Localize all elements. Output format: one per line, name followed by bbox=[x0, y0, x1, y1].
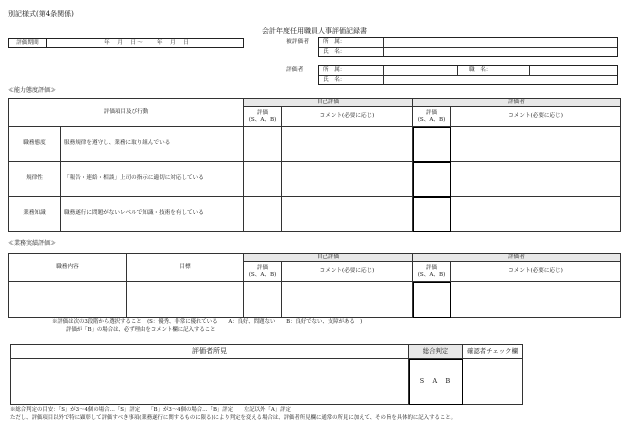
ability-evaluator-rating-cell[interactable] bbox=[413, 127, 451, 162]
performance-section-label: ≪業務実績評価≫ bbox=[8, 240, 57, 247]
ability-self-comment-cell[interactable] bbox=[282, 127, 413, 162]
ability-self-comment-header: コメント(必要に応じ) bbox=[282, 107, 413, 127]
ability-category: 職務態度 bbox=[9, 127, 61, 162]
evaluatee-box bbox=[318, 37, 618, 57]
evaluator-position-divider-a bbox=[457, 66, 458, 75]
evaluatee-label: 被評価者 bbox=[286, 39, 310, 45]
performance-self-header: 自己評価 bbox=[244, 254, 413, 262]
performance-evaluator-comment-cell[interactable] bbox=[451, 282, 621, 318]
evaluatee-divider bbox=[319, 47, 617, 48]
ability-evaluator-header: 評価者 bbox=[413, 99, 621, 107]
ability-row bbox=[9, 197, 621, 232]
rating-note-1: ※評価は次の3段階から選択すること (S：優秀、非常に優れている A：良好、問題ない B：良好でない、支障がある ) bbox=[52, 319, 363, 325]
evaluation-period-field[interactable]: 年 月 日〜 年 月 日 bbox=[104, 40, 190, 46]
performance-table bbox=[8, 253, 621, 318]
ability-evaluator-comment-cell[interactable] bbox=[451, 197, 621, 232]
confirm-header: 確認者チェック欄 bbox=[463, 345, 523, 359]
performance-evaluator-rating-header: 評価 (S、A、B) bbox=[413, 262, 451, 282]
performance-goal-cell[interactable] bbox=[127, 282, 244, 318]
evaluator-box bbox=[318, 65, 618, 85]
summary-table bbox=[10, 344, 523, 405]
evaluator-label: 評価者 bbox=[286, 67, 304, 73]
ability-self-rating-cell[interactable] bbox=[244, 127, 282, 162]
ability-category: 業務知識 bbox=[9, 197, 61, 232]
ability-item-header: 評価項目及び行動 bbox=[9, 99, 244, 127]
evaluator-vdivider bbox=[383, 66, 384, 84]
ability-evaluator-rating-cell[interactable] bbox=[413, 162, 451, 197]
performance-content-header: 職務内容 bbox=[9, 254, 127, 282]
ability-self-rating-header: 評価 (S、A、B) bbox=[244, 107, 282, 127]
performance-self-rating-header: 評価 (S、A、B) bbox=[244, 262, 282, 282]
performance-content-cell[interactable] bbox=[9, 282, 127, 318]
performance-evaluator-header: 評価者 bbox=[413, 254, 621, 262]
ability-evaluator-rating-cell[interactable] bbox=[413, 197, 451, 232]
footnote-2: ただし、評価項目以外で特に顕彰して評価すべき事項(業務遂行に関するものに限る)により判定を変える場合は、評価者所見欄に通常の所見に加えて、その旨を具体的に記入すること。 bbox=[10, 415, 457, 421]
performance-goal-header: 目標 bbox=[127, 254, 244, 282]
footnote-1: ※総合判定の目安：「S」が3〜4個の場合…「S」評定 「B」が3〜4個の場合…「B」評定 左記以外「A」評定 bbox=[10, 407, 291, 413]
opinion-header: 評価者所見 bbox=[11, 345, 409, 359]
evaluatee-vdivider bbox=[383, 38, 384, 56]
ability-self-comment-cell[interactable] bbox=[282, 162, 413, 197]
evaluator-name-label: 氏 名： bbox=[323, 77, 346, 83]
ability-behavior: 職務遂行に問題がないレベルで知識・技術を有している bbox=[61, 197, 244, 232]
evaluatee-name-field[interactable] bbox=[385, 49, 615, 56]
ability-evaluator-rating-header: 評価 (S、A、B) bbox=[413, 107, 451, 127]
rating-note-2: 評価が「B」の場合は、必ず理由をコメント欄に記入すること bbox=[66, 327, 216, 333]
evaluator-affiliation-field[interactable] bbox=[385, 67, 455, 74]
evaluator-position-field[interactable] bbox=[531, 67, 615, 74]
ability-category: 規律性 bbox=[9, 162, 61, 197]
ability-evaluator-comment-cell[interactable] bbox=[451, 127, 621, 162]
ability-row bbox=[9, 127, 621, 162]
overall-header: 総合判定 bbox=[409, 345, 463, 359]
opinion-cell[interactable] bbox=[11, 359, 409, 405]
performance-self-comment-cell[interactable] bbox=[282, 282, 413, 318]
evaluator-position-divider-b bbox=[529, 66, 530, 75]
ability-self-rating-cell[interactable] bbox=[244, 162, 282, 197]
evaluator-affiliation-label: 所 属： bbox=[323, 67, 346, 73]
performance-evaluator-comment-header: コメント(必要に応じ) bbox=[451, 262, 621, 282]
ability-behavior: 服務規律を遵守し、業務に取り組んでいる bbox=[61, 127, 244, 162]
evaluatee-affiliation-label: 所 属： bbox=[323, 39, 346, 45]
ability-self-rating-cell[interactable] bbox=[244, 197, 282, 232]
ability-evaluator-comment-cell[interactable] bbox=[451, 162, 621, 197]
performance-evaluator-rating-cell[interactable] bbox=[413, 282, 451, 318]
ability-section-label: ≪能力態度評価≫ bbox=[8, 87, 57, 94]
performance-self-rating-cell[interactable] bbox=[244, 282, 282, 318]
page-title: 会計年度任用職員人事評価記録書 bbox=[262, 27, 367, 35]
confirm-cell[interactable] bbox=[463, 359, 523, 405]
ability-evaluator-comment-header: コメント(必要に応じ) bbox=[451, 107, 621, 127]
evaluatee-name-label: 氏 名： bbox=[323, 49, 346, 55]
evaluator-name-field[interactable] bbox=[385, 77, 615, 84]
ability-behavior: 「報告・連絡・相談」上司の指示に適切に対応している bbox=[61, 162, 244, 197]
evaluation-period-label: 評価期間 bbox=[9, 39, 47, 47]
evaluation-period-box bbox=[8, 38, 244, 48]
evaluator-divider bbox=[319, 75, 617, 76]
form-label: 別記様式(第4条関係) bbox=[8, 10, 74, 18]
ability-self-comment-cell[interactable] bbox=[282, 197, 413, 232]
evaluatee-affiliation-field[interactable] bbox=[385, 39, 615, 46]
ability-row bbox=[9, 162, 621, 197]
evaluator-position-label: 職 名： bbox=[469, 67, 492, 73]
overall-value[interactable]: S A B bbox=[409, 359, 463, 405]
performance-row bbox=[9, 282, 621, 318]
ability-table bbox=[8, 98, 621, 232]
performance-self-comment-header: コメント(必要に応じ) bbox=[282, 262, 413, 282]
ability-self-header: 自己評価 bbox=[244, 99, 413, 107]
